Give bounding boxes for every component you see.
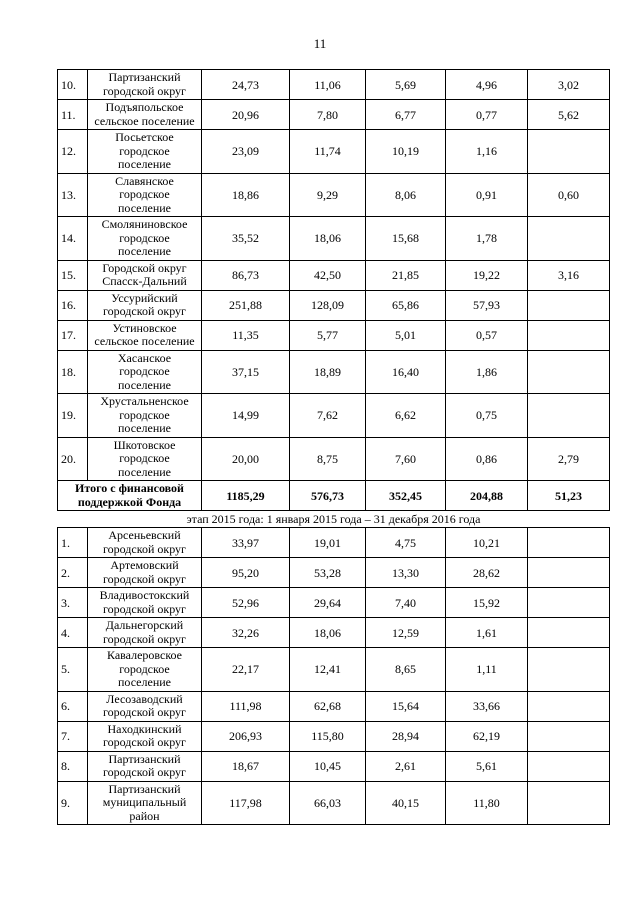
value-cell: 15,92 <box>446 588 528 618</box>
value-cell: 18,06 <box>290 217 366 261</box>
name-line: район <box>129 808 160 823</box>
name-line: Партизанский <box>108 781 181 796</box>
row-number: 9. <box>58 781 88 825</box>
name-line: городское <box>119 143 170 158</box>
row-number: 12. <box>58 130 88 174</box>
value-cell: 1,16 <box>446 130 528 174</box>
name-line: Шкотовское <box>113 437 176 452</box>
table-row <box>58 320 610 350</box>
value-cell: 11,74 <box>290 130 366 174</box>
table-row <box>58 350 610 394</box>
value-cell <box>528 290 610 320</box>
municipality-name <box>88 751 202 781</box>
value-cell: 8,06 <box>366 173 446 217</box>
value-cell: 1,78 <box>446 217 528 261</box>
total-value: 204,88 <box>446 481 528 511</box>
value-cell: 0,75 <box>446 394 528 438</box>
value-cell: 12,41 <box>290 648 366 692</box>
value-cell <box>528 588 610 618</box>
value-cell: 24,73 <box>202 70 290 100</box>
table-row <box>58 100 610 130</box>
name-line: поселение <box>117 464 171 479</box>
municipality-name <box>88 437 202 481</box>
row-number: 11. <box>58 100 88 130</box>
value-cell: 8,65 <box>366 648 446 692</box>
row-number: 17. <box>58 320 88 350</box>
municipality-name <box>88 781 202 825</box>
municipality-name <box>88 394 202 438</box>
municipality-name <box>88 618 202 648</box>
value-cell: 10,21 <box>446 528 528 558</box>
value-cell: 14,99 <box>202 394 290 438</box>
value-cell <box>528 217 610 261</box>
table-row <box>58 394 610 438</box>
value-cell: 111,98 <box>202 691 290 721</box>
table-row <box>58 173 610 217</box>
name-line: городской округ <box>103 541 186 556</box>
value-cell <box>528 350 610 394</box>
name-line: Уссурийский <box>111 290 178 305</box>
row-number: 14. <box>58 217 88 261</box>
name-line: поселение <box>117 421 171 435</box>
name-line: поселение <box>117 244 171 258</box>
value-cell: 37,15 <box>202 350 290 394</box>
value-cell: 40,15 <box>366 781 446 825</box>
municipality-name <box>88 721 202 751</box>
row-number: 8. <box>58 751 88 781</box>
value-cell <box>528 130 610 174</box>
value-cell: 2,79 <box>528 437 610 481</box>
name-line: сельское поселение <box>94 334 195 348</box>
municipality-name <box>88 260 202 290</box>
table-row <box>58 558 610 588</box>
row-number: 3. <box>58 588 88 618</box>
value-cell: 5,62 <box>528 100 610 130</box>
value-cell <box>528 528 610 558</box>
value-cell: 65,86 <box>366 290 446 320</box>
value-cell: 29,64 <box>290 588 366 618</box>
value-cell: 32,26 <box>202 618 290 648</box>
value-cell: 18,86 <box>202 173 290 217</box>
value-cell: 3,16 <box>528 260 610 290</box>
value-cell: 0,57 <box>446 320 528 350</box>
row-number: 2. <box>58 558 88 588</box>
value-cell: 86,73 <box>202 260 290 290</box>
value-cell: 1,11 <box>446 648 528 692</box>
table-row <box>58 691 610 721</box>
name-line: Владивостокский <box>99 588 190 602</box>
total-value: 352,45 <box>366 481 446 511</box>
name-line: городской округ <box>103 83 186 98</box>
value-cell: 0,77 <box>446 100 528 130</box>
value-cell: 35,52 <box>202 217 290 261</box>
name-line: муниципальный <box>102 795 187 809</box>
value-cell <box>528 721 610 751</box>
name-line: Смоляниновское <box>101 217 188 231</box>
name-line: Партизанский <box>108 751 181 766</box>
value-cell: 128,09 <box>290 290 366 320</box>
name-line: Славянское <box>115 173 174 188</box>
name-line: городское <box>119 364 170 378</box>
value-cell: 52,96 <box>202 588 290 618</box>
value-cell: 206,93 <box>202 721 290 751</box>
data-table <box>57 69 610 825</box>
value-cell: 11,06 <box>290 70 366 100</box>
table-row <box>58 70 610 100</box>
total-label <box>58 481 202 511</box>
value-cell: 22,17 <box>202 648 290 692</box>
municipality-name <box>88 350 202 394</box>
name-line: Кавалеровское <box>106 648 183 662</box>
name-line: Спасск-Дальний <box>102 274 187 288</box>
name-line: сельское поселение <box>94 113 195 128</box>
name-line: городское <box>119 230 170 245</box>
value-cell: 7,62 <box>290 394 366 438</box>
municipality-name <box>88 100 202 130</box>
value-cell: 20,00 <box>202 437 290 481</box>
name-line: городское <box>119 661 170 676</box>
value-cell: 6,62 <box>366 394 446 438</box>
value-cell: 28,62 <box>446 558 528 588</box>
row-number: 19. <box>58 394 88 438</box>
municipality-name <box>88 691 202 721</box>
value-cell: 5,61 <box>446 751 528 781</box>
value-cell: 11,35 <box>202 320 290 350</box>
value-cell: 5,01 <box>366 320 446 350</box>
value-cell: 18,67 <box>202 751 290 781</box>
total-row <box>58 481 610 511</box>
municipality-name <box>88 558 202 588</box>
row-number: 13. <box>58 173 88 217</box>
name-line: Хрустальненское <box>100 394 189 408</box>
value-cell: 42,50 <box>290 260 366 290</box>
name-line: городской округ <box>103 735 186 749</box>
value-cell: 0,86 <box>446 437 528 481</box>
name-line: поселение <box>117 675 171 689</box>
municipality-name <box>88 217 202 261</box>
total-label-line: поддержкой Фонда <box>77 494 182 509</box>
name-line: городской округ <box>103 601 186 616</box>
name-line: Посьетское <box>115 130 174 144</box>
value-cell: 5,77 <box>290 320 366 350</box>
value-cell: 33,66 <box>446 691 528 721</box>
value-cell <box>528 648 610 692</box>
name-line: Дальнегорский <box>105 618 184 632</box>
name-line: поселение <box>117 157 171 171</box>
value-cell <box>528 558 610 588</box>
name-line: городское <box>119 407 170 422</box>
value-cell: 7,80 <box>290 100 366 130</box>
name-line: городской округ <box>103 571 186 586</box>
name-line: Арсеньевский <box>108 528 181 542</box>
value-cell: 21,85 <box>366 260 446 290</box>
value-cell: 7,60 <box>366 437 446 481</box>
municipality-name <box>88 173 202 217</box>
municipality-name <box>88 290 202 320</box>
municipality-name <box>88 588 202 618</box>
name-line: городской округ <box>103 304 186 318</box>
value-cell: 0,60 <box>528 173 610 217</box>
name-line: поселение <box>117 200 171 215</box>
table-row <box>58 618 610 648</box>
table-row <box>58 260 610 290</box>
value-cell <box>528 394 610 438</box>
value-cell: 3,02 <box>528 70 610 100</box>
name-line: Подъяпольское <box>105 100 184 114</box>
name-line: Находкинский <box>107 721 182 736</box>
name-line: Устиновское <box>112 320 177 335</box>
table-row <box>58 721 610 751</box>
table-row <box>58 437 610 481</box>
value-cell <box>528 618 610 648</box>
row-number: 16. <box>58 290 88 320</box>
row-number: 10. <box>58 70 88 100</box>
name-line: Лесозаводский <box>106 691 183 706</box>
value-cell: 20,96 <box>202 100 290 130</box>
row-number: 20. <box>58 437 88 481</box>
name-line: поселение <box>117 377 171 392</box>
value-cell: 6,77 <box>366 100 446 130</box>
value-cell: 7,40 <box>366 588 446 618</box>
row-number: 18. <box>58 350 88 394</box>
table-row <box>58 217 610 261</box>
value-cell: 95,20 <box>202 558 290 588</box>
value-cell <box>528 781 610 825</box>
municipality-name <box>88 528 202 558</box>
value-cell: 66,03 <box>290 781 366 825</box>
total-value: 51,23 <box>528 481 610 511</box>
value-cell: 115,80 <box>290 721 366 751</box>
name-line: Хасанское <box>117 350 172 365</box>
name-line: городское <box>119 187 170 201</box>
name-line: Городской округ <box>102 260 187 275</box>
municipality-name <box>88 130 202 174</box>
row-number: 4. <box>58 618 88 648</box>
value-cell: 57,93 <box>446 290 528 320</box>
table-row <box>58 781 610 825</box>
value-cell: 12,59 <box>366 618 446 648</box>
value-cell: 13,30 <box>366 558 446 588</box>
value-cell: 117,98 <box>202 781 290 825</box>
value-cell: 19,22 <box>446 260 528 290</box>
page-number: 11 <box>313 36 327 51</box>
row-number: 6. <box>58 691 88 721</box>
table-body <box>58 70 610 825</box>
value-cell: 23,09 <box>202 130 290 174</box>
value-cell: 28,94 <box>366 721 446 751</box>
total-value: 576,73 <box>290 481 366 511</box>
municipality-name <box>88 320 202 350</box>
name-line: Артемовский <box>110 558 179 572</box>
row-number: 7. <box>58 721 88 751</box>
value-cell: 251,88 <box>202 290 290 320</box>
value-cell: 4,75 <box>366 528 446 558</box>
table-row <box>58 751 610 781</box>
total-value: 1185,29 <box>202 481 290 511</box>
table-row <box>58 648 610 692</box>
value-cell <box>528 320 610 350</box>
value-cell: 2,61 <box>366 751 446 781</box>
row-number: 15. <box>58 260 88 290</box>
stage-row <box>58 511 610 528</box>
row-number: 5. <box>58 648 88 692</box>
value-cell: 1,86 <box>446 350 528 394</box>
value-cell <box>528 691 610 721</box>
table-row <box>58 528 610 558</box>
value-cell: 15,68 <box>366 217 446 261</box>
value-cell: 1,61 <box>446 618 528 648</box>
value-cell: 8,75 <box>290 437 366 481</box>
name-line: городское <box>119 451 170 465</box>
stage-label: этап 2015 года: 1 января 2015 года – 31 декабря 2016 года <box>58 511 610 528</box>
total-label-line: Итого с финансовой <box>75 481 184 495</box>
value-cell: 15,64 <box>366 691 446 721</box>
name-line: городской округ <box>103 631 186 646</box>
value-cell: 62,68 <box>290 691 366 721</box>
value-cell: 5,69 <box>366 70 446 100</box>
value-cell: 19,01 <box>290 528 366 558</box>
table-row <box>58 290 610 320</box>
value-cell: 0,91 <box>446 173 528 217</box>
row-number: 1. <box>58 528 88 558</box>
name-line: городской округ <box>103 765 186 779</box>
name-line: городской округ <box>103 705 186 719</box>
value-cell: 10,45 <box>290 751 366 781</box>
table-row <box>58 588 610 618</box>
value-cell: 62,19 <box>446 721 528 751</box>
value-cell <box>528 751 610 781</box>
municipality-name <box>88 648 202 692</box>
name-line: Партизанский <box>108 70 181 84</box>
value-cell: 18,89 <box>290 350 366 394</box>
value-cell: 53,28 <box>290 558 366 588</box>
value-cell: 10,19 <box>366 130 446 174</box>
table-row <box>58 130 610 174</box>
value-cell: 16,40 <box>366 350 446 394</box>
value-cell: 4,96 <box>446 70 528 100</box>
value-cell: 11,80 <box>446 781 528 825</box>
municipality-name <box>88 70 202 100</box>
value-cell: 9,29 <box>290 173 366 217</box>
value-cell: 33,97 <box>202 528 290 558</box>
value-cell: 18,06 <box>290 618 366 648</box>
